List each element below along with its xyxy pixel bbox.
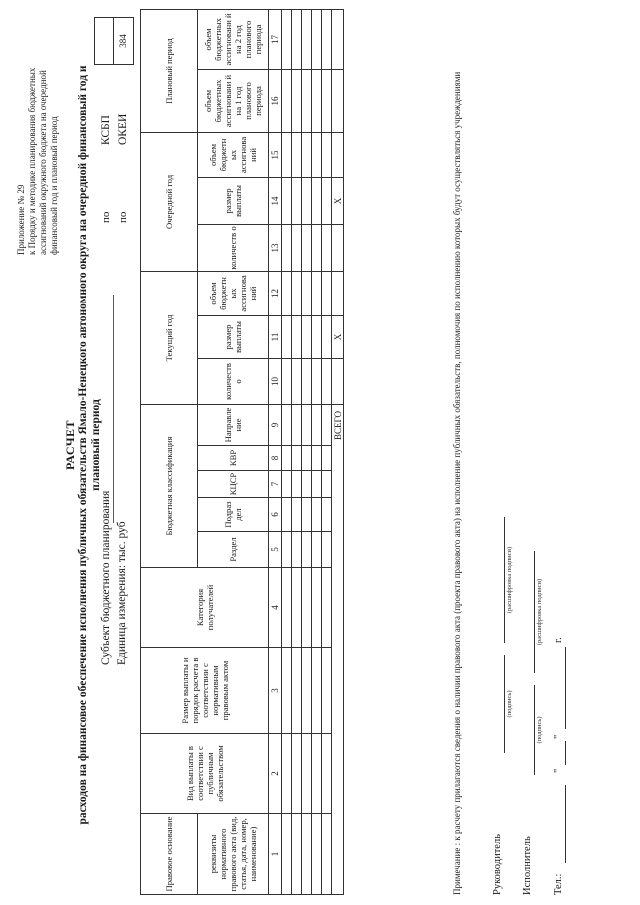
- subject-field-line: [113, 295, 114, 523]
- head-transcript-caption: (расшифровка подписи): [506, 546, 513, 614]
- date-day-line: [565, 741, 566, 765]
- header-current-budget: объем бюджетн ых ассигнова ний: [198, 271, 269, 315]
- table-cell: [312, 568, 322, 648]
- executor-transcript-line: [534, 551, 535, 673]
- table-cell: [302, 532, 312, 568]
- appendix-line: к Порядку и методике планирования бюджетных: [27, 67, 37, 255]
- head-label: Руководитель: [492, 834, 503, 895]
- table-cell: [312, 532, 322, 568]
- column-number: 12: [269, 271, 282, 315]
- table-cell: [282, 9, 292, 69]
- table-cell: [292, 471, 302, 498]
- column-number: 2: [269, 734, 282, 814]
- table-cell: [282, 734, 292, 814]
- total-plan-year-2: [332, 9, 344, 69]
- table-cell: [292, 404, 302, 445]
- table-cell: [282, 404, 292, 445]
- table-cell: [302, 271, 312, 315]
- title-heading: РАСЧЕТ: [63, 419, 77, 471]
- table-cell: [292, 814, 302, 895]
- column-number: 9: [269, 404, 282, 445]
- column-number: 13: [269, 224, 282, 271]
- table-cell: [312, 69, 322, 132]
- title-line-1: расходов на финансовое обеспечение исполнения публичных обязательств Ямало-Ненецкого автономного округа на очередной финансовый год и: [77, 65, 89, 825]
- table-cell: [282, 471, 292, 498]
- table-cell: [302, 132, 312, 177]
- column-number: 17: [269, 9, 282, 69]
- table-cell: [322, 648, 332, 734]
- table-cell: [302, 498, 312, 532]
- table-cell: [312, 814, 322, 895]
- table-cell: [312, 224, 322, 271]
- ksbp-prefix: по: [100, 211, 112, 223]
- header-current-pay-size: размер выплаты: [198, 315, 269, 358]
- total-current-quantity: [332, 358, 344, 404]
- table-cell: [322, 132, 332, 177]
- table-cell: [322, 498, 332, 532]
- table-cell: [292, 734, 302, 814]
- table-cell: [322, 734, 332, 814]
- subject-label: Субъект бюджетного планирования: [100, 490, 112, 665]
- table-cell: [292, 315, 302, 358]
- table-cell: [322, 404, 332, 445]
- table-cell: [312, 446, 322, 471]
- column-number: 4: [269, 568, 282, 648]
- column-number: 11: [269, 315, 282, 358]
- header-budget-classification: Бюджетная классификация: [141, 404, 198, 567]
- table-cell: [282, 814, 292, 895]
- table-row: [302, 9, 312, 894]
- appendix-line: ассигнований окружного бюджета на очередной: [38, 70, 48, 255]
- table-cell: [302, 9, 312, 69]
- table-note: Примечание : к расчету прилагаются сведения о наличии правового акта (проекта правового акта) на исполнение публичных обязательств, полномочия по исполнению которых будут осуществляться учреждениями: [452, 71, 462, 895]
- table-cell: [322, 9, 332, 69]
- header-payment-size: Размер выплаты и порядок расчета в соответствии с нормативным правовым актом: [141, 648, 269, 734]
- header-legal-basis: Правовое основание: [141, 814, 198, 895]
- appendix-line: Приложение № 29: [16, 184, 26, 255]
- table-cell: [302, 358, 312, 404]
- header-direction: Направле ние: [198, 404, 269, 445]
- calculation-table: [140, 9, 344, 895]
- table-cell: [312, 471, 322, 498]
- table-cell: [292, 9, 302, 69]
- table-cell: [292, 177, 302, 224]
- date-year-suffix: г.: [553, 637, 564, 643]
- table-cell: [312, 648, 322, 734]
- total-current-budget: [332, 271, 344, 315]
- header-requisites: реквизиты нормативного правового акта (вид, статья, дата, номер, наименование): [198, 814, 269, 895]
- total-next-x: X: [332, 177, 344, 224]
- table-cell: [322, 271, 332, 315]
- table-cell: [292, 532, 302, 568]
- table-cell: [302, 648, 312, 734]
- table-cell: [322, 532, 332, 568]
- header-plan-period: Плановый период: [141, 9, 198, 132]
- executor-label: Исполнитель: [522, 836, 533, 895]
- table-cell: [292, 132, 302, 177]
- executor-signature-line: [534, 685, 535, 775]
- table-cell: [302, 315, 312, 358]
- okei-prefix: по: [117, 211, 129, 223]
- okei-label: ОКЕИ: [117, 113, 129, 145]
- ksbp-value-cell: [95, 18, 114, 64]
- unit-label: Единица измерения: тыс. руб: [116, 521, 128, 665]
- date-quote-open: ": [553, 768, 564, 773]
- table-cell: [322, 69, 332, 132]
- column-number: 10: [269, 358, 282, 404]
- header-recipient-category: Категория получателей: [141, 568, 269, 648]
- table-cell: [312, 404, 322, 445]
- appendix-line: финансовый год и плановый период: [49, 116, 59, 255]
- head-transcript-line: [504, 517, 505, 643]
- table-cell: [282, 446, 292, 471]
- table-cell: [292, 568, 302, 648]
- table-cell: [302, 69, 312, 132]
- column-number: 7: [269, 471, 282, 498]
- table-cell: [292, 498, 302, 532]
- table-cell: [292, 358, 302, 404]
- column-number: 8: [269, 446, 282, 471]
- total-plan-year-1: [332, 69, 344, 132]
- date-quote-close: ": [553, 734, 564, 739]
- table-cell: [322, 315, 332, 358]
- table-row: [282, 9, 292, 894]
- column-number: 16: [269, 69, 282, 132]
- table-cell: [282, 358, 292, 404]
- column-number: 6: [269, 498, 282, 532]
- table-cell: [282, 224, 292, 271]
- header-row-1: [141, 9, 198, 894]
- table-cell: [312, 177, 322, 224]
- total-current-x: X: [332, 315, 344, 358]
- header-plan-year-1: объем бюджетных ассигновани й на 1 год планового периода: [198, 69, 269, 132]
- total-row: [332, 9, 344, 894]
- phone-line: [565, 785, 566, 863]
- table-cell: [302, 734, 312, 814]
- phone-label: Тел.:: [553, 873, 564, 895]
- table-cell: [282, 498, 292, 532]
- table-row: [292, 9, 302, 894]
- table-cell: [312, 132, 322, 177]
- head-signature-line: [504, 655, 505, 753]
- header-kvr: КВР: [198, 446, 269, 471]
- header-payment-type: Вид выплаты в соответствии с публичным обязательством: [141, 734, 269, 814]
- table-cell: [292, 648, 302, 734]
- total-next-quantity: [332, 224, 344, 271]
- ksbp-label: КСБП: [100, 115, 112, 145]
- table-cell: [292, 271, 302, 315]
- table-cell: [302, 814, 312, 895]
- table-cell: [282, 271, 292, 315]
- table-cell: [282, 532, 292, 568]
- header-next-budget: объем бюджетн ых ассигнова ний: [198, 132, 269, 177]
- document-title: [64, 25, 103, 865]
- column-number: 14: [269, 177, 282, 224]
- table-cell: [302, 446, 312, 471]
- table-cell: [292, 69, 302, 132]
- table-cell: [322, 568, 332, 648]
- table-cell: [302, 568, 312, 648]
- table-cell: [322, 358, 332, 404]
- table-cell: [292, 446, 302, 471]
- blank-rows: [282, 9, 332, 894]
- header-next-quantity: количеств о: [198, 224, 269, 271]
- header-kcsr: КЦСР: [198, 471, 269, 498]
- column-number: 15: [269, 132, 282, 177]
- table-cell: [312, 271, 322, 315]
- table-cell: [302, 404, 312, 445]
- table-cell: [302, 177, 312, 224]
- table-cell: [302, 224, 312, 271]
- header-current-quantity: количеств о: [198, 358, 269, 404]
- appendix-note: [16, 5, 60, 255]
- column-number: 1: [269, 814, 282, 895]
- table-cell: [282, 69, 292, 132]
- table-cell: [282, 132, 292, 177]
- title-line-2: плановый период: [90, 399, 102, 491]
- table-cell: [282, 177, 292, 224]
- table-cell: [312, 498, 322, 532]
- table-cell: [302, 471, 312, 498]
- header-plan-year-2: объем бюджетных ассигновани й на 2 год планового периода: [198, 9, 269, 69]
- table-cell: [322, 224, 332, 271]
- table-cell: [292, 224, 302, 271]
- table-cell: [312, 9, 322, 69]
- header-next-pay-size: размер выплаты: [198, 177, 269, 224]
- header-current-year: Текущий год: [141, 271, 198, 404]
- column-number: 5: [269, 532, 282, 568]
- total-label: ВСЕГО: [332, 404, 344, 894]
- header-next-year: Очередной год: [141, 132, 198, 271]
- table-cell: [322, 177, 332, 224]
- table-cell: [322, 471, 332, 498]
- okei-value-cell: 384: [118, 34, 128, 48]
- table-cell: [282, 648, 292, 734]
- executor-transcript-caption: (расшифровка подписи): [536, 578, 543, 646]
- header-section: Раздел: [198, 532, 269, 568]
- table-row: [322, 9, 332, 894]
- column-numbers-row: [269, 9, 282, 894]
- date-month-line: [565, 647, 566, 729]
- header-subsection: Подраз дел: [198, 498, 269, 532]
- codes-box: [94, 17, 134, 65]
- head-signature-caption: (подпись): [506, 690, 513, 718]
- column-number: 3: [269, 648, 282, 734]
- table-cell: [282, 568, 292, 648]
- table-cell: [312, 734, 322, 814]
- table-cell: [312, 358, 322, 404]
- table-row: [312, 9, 322, 894]
- table-cell: [322, 446, 332, 471]
- table-cell: [282, 315, 292, 358]
- total-next-budget: [332, 132, 344, 177]
- table-cell: [322, 814, 332, 895]
- executor-signature-caption: (подпись): [536, 716, 543, 744]
- table-cell: [312, 315, 322, 358]
